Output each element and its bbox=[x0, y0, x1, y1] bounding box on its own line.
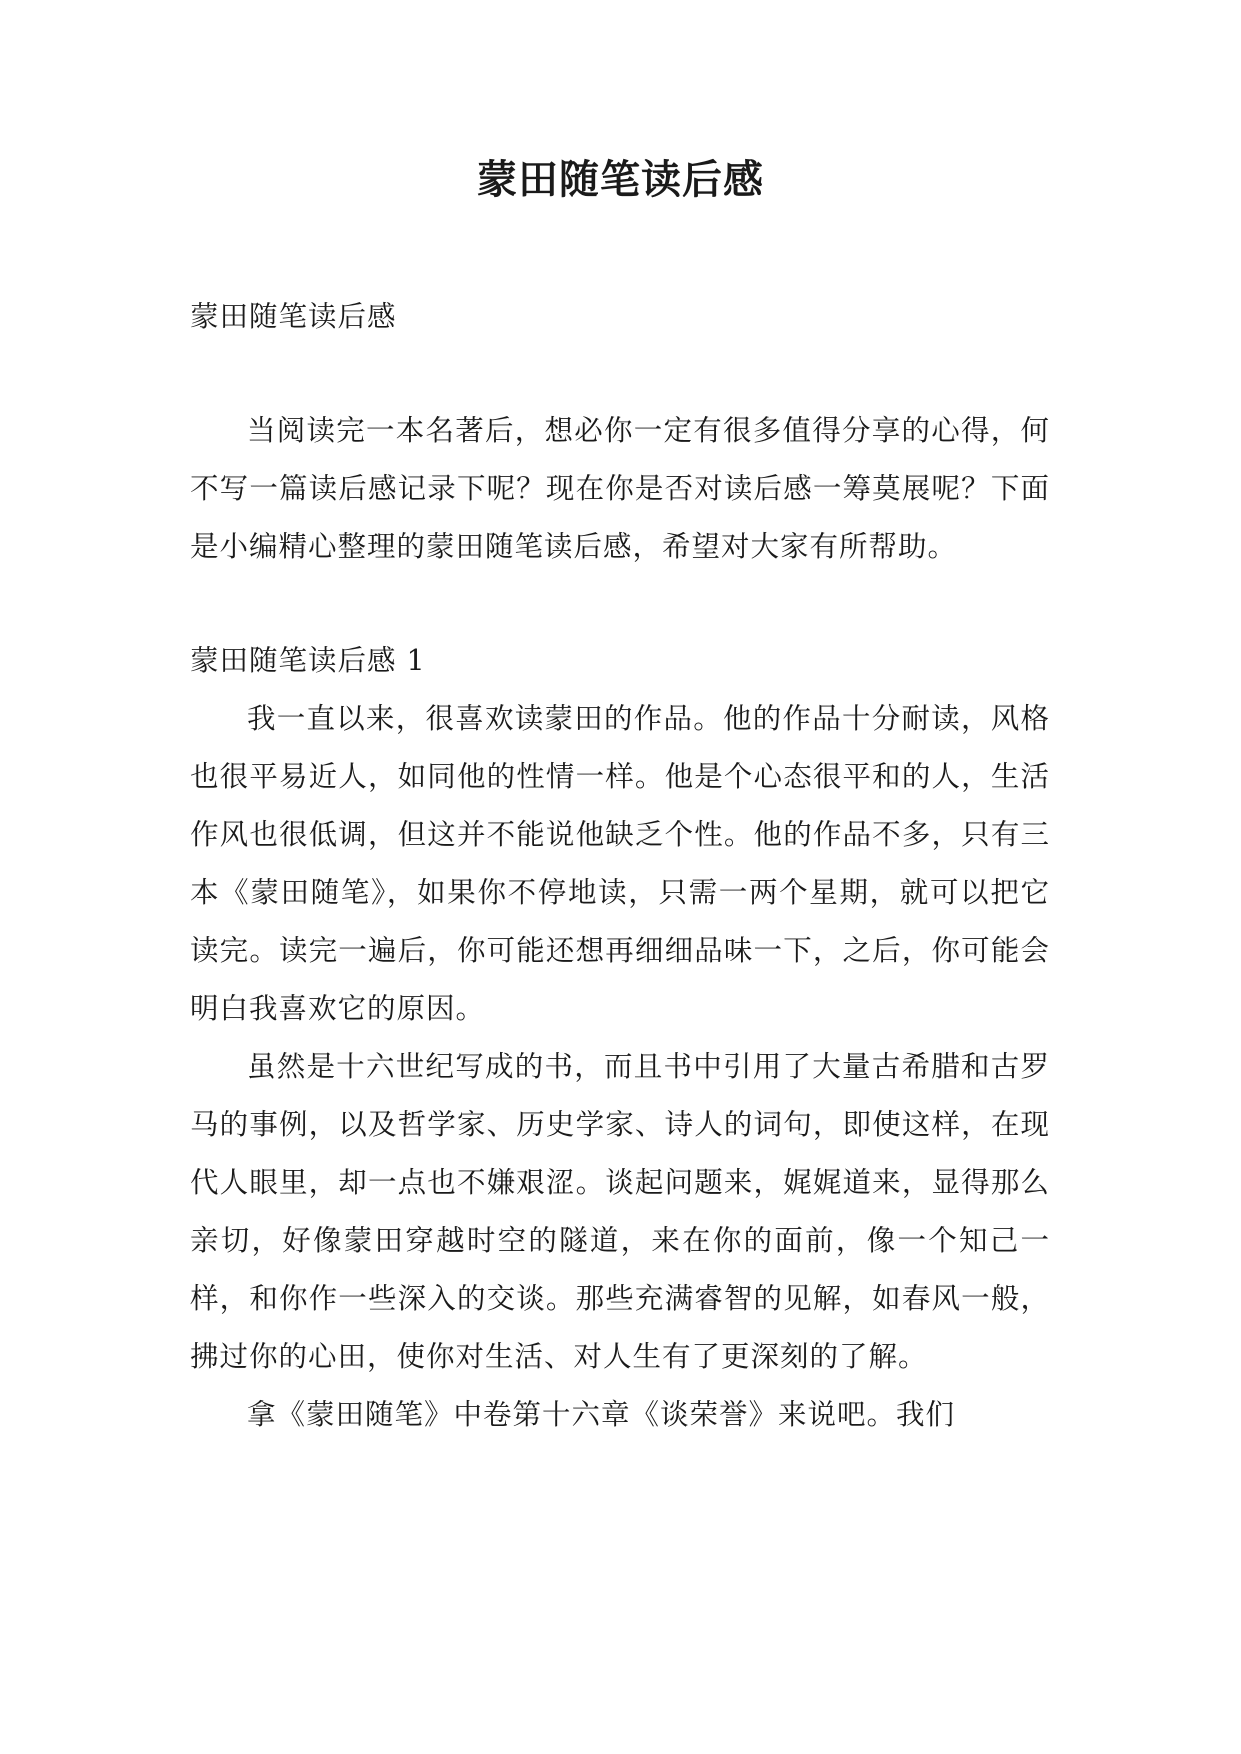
section-heading: 蒙田随笔读后感 1 bbox=[190, 644, 426, 677]
body-paragraph-1: 我一直以来，很喜欢读蒙田的作品。他的作品十分耐读，风格也很平易近人，如同他的性情一样。他是个心态很平和的人，生活作风也很低调，但这并不能说他缺乏个性。他的作品不多，只有三本《蒙田随笔》，如果你不停地读，只需一两个星期，就可以把它读完。读完一遍后，你可能还想再细细品味一下，之后，你可能会明白我喜欢它的原因。 bbox=[190, 702, 1050, 1025]
body-paragraph-2: 虽然是十六世纪写成的书，而且书中引用了大量古希腊和古罗马的事例，以及哲学家、历史学家、诗人的词句，即使这样，在现代人眼里，却一点也不嫌艰涩。谈起问题来，娓娓道来，显得那么亲切，好像蒙田穿越时空的隧道，来在你的面前，像一个知己一样，和你作一些深入的交谈。那些充满睿智的见解，如春风一般，拂过你的心田，使你对生活、对人生有了更深刻的了解。 bbox=[190, 1050, 1050, 1373]
document-subtitle: 蒙田随笔读后感 bbox=[190, 300, 397, 333]
document-title: 蒙田随笔读后感 bbox=[477, 156, 764, 203]
document-body bbox=[190, 288, 1050, 1444]
intro-paragraph: 当阅读完一本名著后，想必你一定有很多值得分享的心得，何不写一篇读后感记录下呢？现在你是否对读后感一筹莫展呢？下面是小编精心整理的蒙田随笔读后感，希望对大家有所帮助。 bbox=[190, 414, 1050, 563]
body-paragraph-3: 拿《蒙田随笔》中卷第十六章《谈荣誉》来说吧。我们 bbox=[247, 1398, 956, 1431]
